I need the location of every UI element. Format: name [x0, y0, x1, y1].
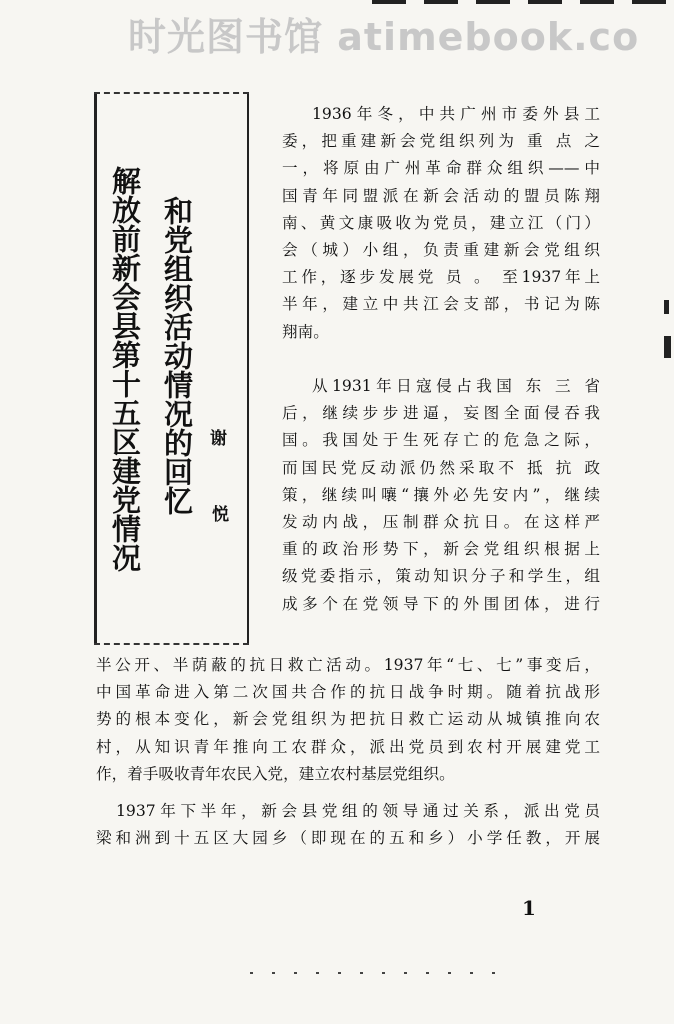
title-line-2: 和党组织活动情况的回忆 [160, 196, 194, 515]
text-line: 委，把重建新会党组织列为 重 点 之 [282, 132, 600, 151]
top-border-dashes [372, 0, 674, 4]
title-line-1: 解放前新会县第十五区建党情况 [108, 166, 142, 572]
text-line: 作，着手吸收青年农民入党，建立农村基层党组织。 [96, 764, 455, 783]
text-line: 村，从知识青年推向工农群众，派出党员到农村开展建党工 [96, 737, 600, 756]
text-line: 梁和洲到十五区大园乡（即现在的五和乡）小学任教，开展 [96, 829, 600, 848]
paragraph-2-wide [96, 652, 600, 788]
text-line: 国青年同盟派在新会活动的盟员陈翔 [282, 186, 600, 205]
text-line: 半公开、半荫蔽的抗日救亡活动。1937年“七、七”事变后， [96, 656, 600, 674]
text-line: 中国革命进入第二次国共合作的抗日战争时期。随着抗战形 [96, 683, 600, 702]
text-line: 后，继续步步进逼，妄图全面侵吞我 [282, 404, 600, 423]
text-line: 发动内战，压制群众抗日。在这样严 [282, 512, 600, 531]
text-line: 翔南。 [282, 322, 329, 341]
text-line: 而国民党反动派仍然采取不 抵 抗 政 [282, 458, 600, 477]
text-line: 1937年下半年，新会县党组的领导通过关系，派出党员 [116, 802, 600, 820]
author-char-1: 谢 [210, 429, 227, 449]
text-line: 成多个在党领导下的外围团体，进行 [282, 594, 600, 613]
paragraph-1 [282, 101, 600, 346]
scan-noise [250, 972, 510, 974]
page-number: 1 [522, 896, 536, 920]
text-line: 策，继续叫嚷“攘外必先安内”，继续 [282, 485, 600, 504]
text-line: 级党委指示，策动知识分子和学生，组 [282, 567, 600, 586]
scan-edge-mark [664, 300, 669, 314]
text-line: 1936年冬，中共广州市委外县工 [312, 105, 600, 123]
text-line: 工作，逐步发展党 员 。 至1937年上 [282, 268, 600, 287]
text-line: 会（城）小组，负责重建新会党组织 [282, 240, 600, 259]
paragraph-3 [96, 798, 600, 852]
author-char-2: 悦 [212, 505, 229, 525]
text-line: 一，将原由广州革命群众组织——中 [282, 159, 600, 178]
text-line: 南、黄文康吸收为党员，建立江（门） [282, 213, 600, 232]
text-line: 从1931年日寇侵占我国 东 三 省 [312, 377, 600, 395]
text-line: 重的政治形势下，新会党组织根据上 [282, 540, 600, 559]
text-line: 国。我国处于生死存亡的危急之际， [282, 431, 600, 450]
watermark: 时光图书馆 atimebook.co [128, 15, 640, 59]
scan-edge-mark [664, 336, 671, 358]
paragraph-2-narrow [282, 373, 600, 618]
text-line: 半年，建立中共江会支部，书记为陈 [282, 295, 600, 314]
text-line: 势的根本变化，新会党组织为把抗日救亡运动从城镇推向农 [96, 710, 600, 729]
